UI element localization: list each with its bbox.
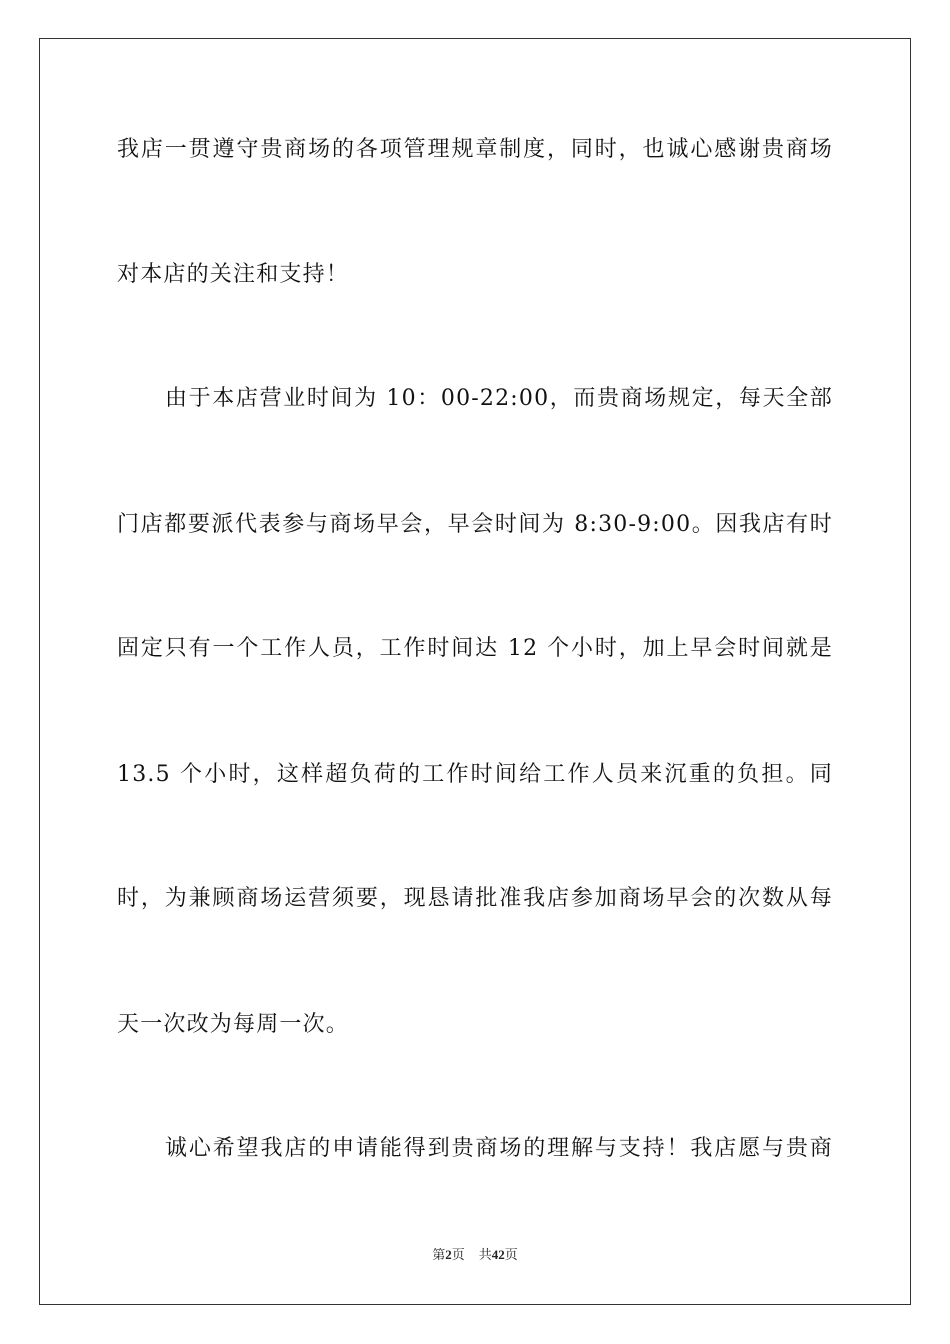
footer-page-number: 2 [445, 1247, 452, 1262]
footer-total-pages: 42 [491, 1247, 505, 1262]
body-line-7: 时，为兼顾商场运营须要，现恳请批准我店参加商场早会的次数从每 [117, 886, 833, 911]
page-frame [39, 38, 911, 1305]
body-line-1: 我店一贯遵守贵商场的各项管理规章制度，同时，也诚心感谢贵商场 [117, 137, 833, 162]
footer-page-prefix: 第 [432, 1247, 446, 1262]
body-line-5: 固定只有一个工作人员，工作时间达 12 个小时，加上早会时间就是 [117, 636, 833, 661]
footer-total-suffix: 页 [504, 1247, 518, 1262]
body-line-8: 天一次改为每周一次。 [117, 1012, 350, 1037]
body-line-6: 13.5 个小时，这样超负荷的工作时间给工作人员来沉重的负担。同 [117, 762, 833, 787]
body-line-4: 门店都要派代表参与商场早会，早会时间为 8:30-9:00。因我店有时 [117, 512, 833, 537]
body-line-9: 诚心希望我店的申请能得到贵商场的理解与支持！我店愿与贵商 [165, 1136, 833, 1161]
body-line-2: 对本店的关注和支持！ [117, 262, 350, 287]
footer-page-suffix: 页 [451, 1247, 465, 1262]
footer-total-prefix: 共 [478, 1247, 492, 1262]
body-line-3: 由于本店营业时间为 10：00-22:00，而贵商场规定，每天全部 [165, 386, 833, 411]
page-footer [0, 1246, 950, 1264]
